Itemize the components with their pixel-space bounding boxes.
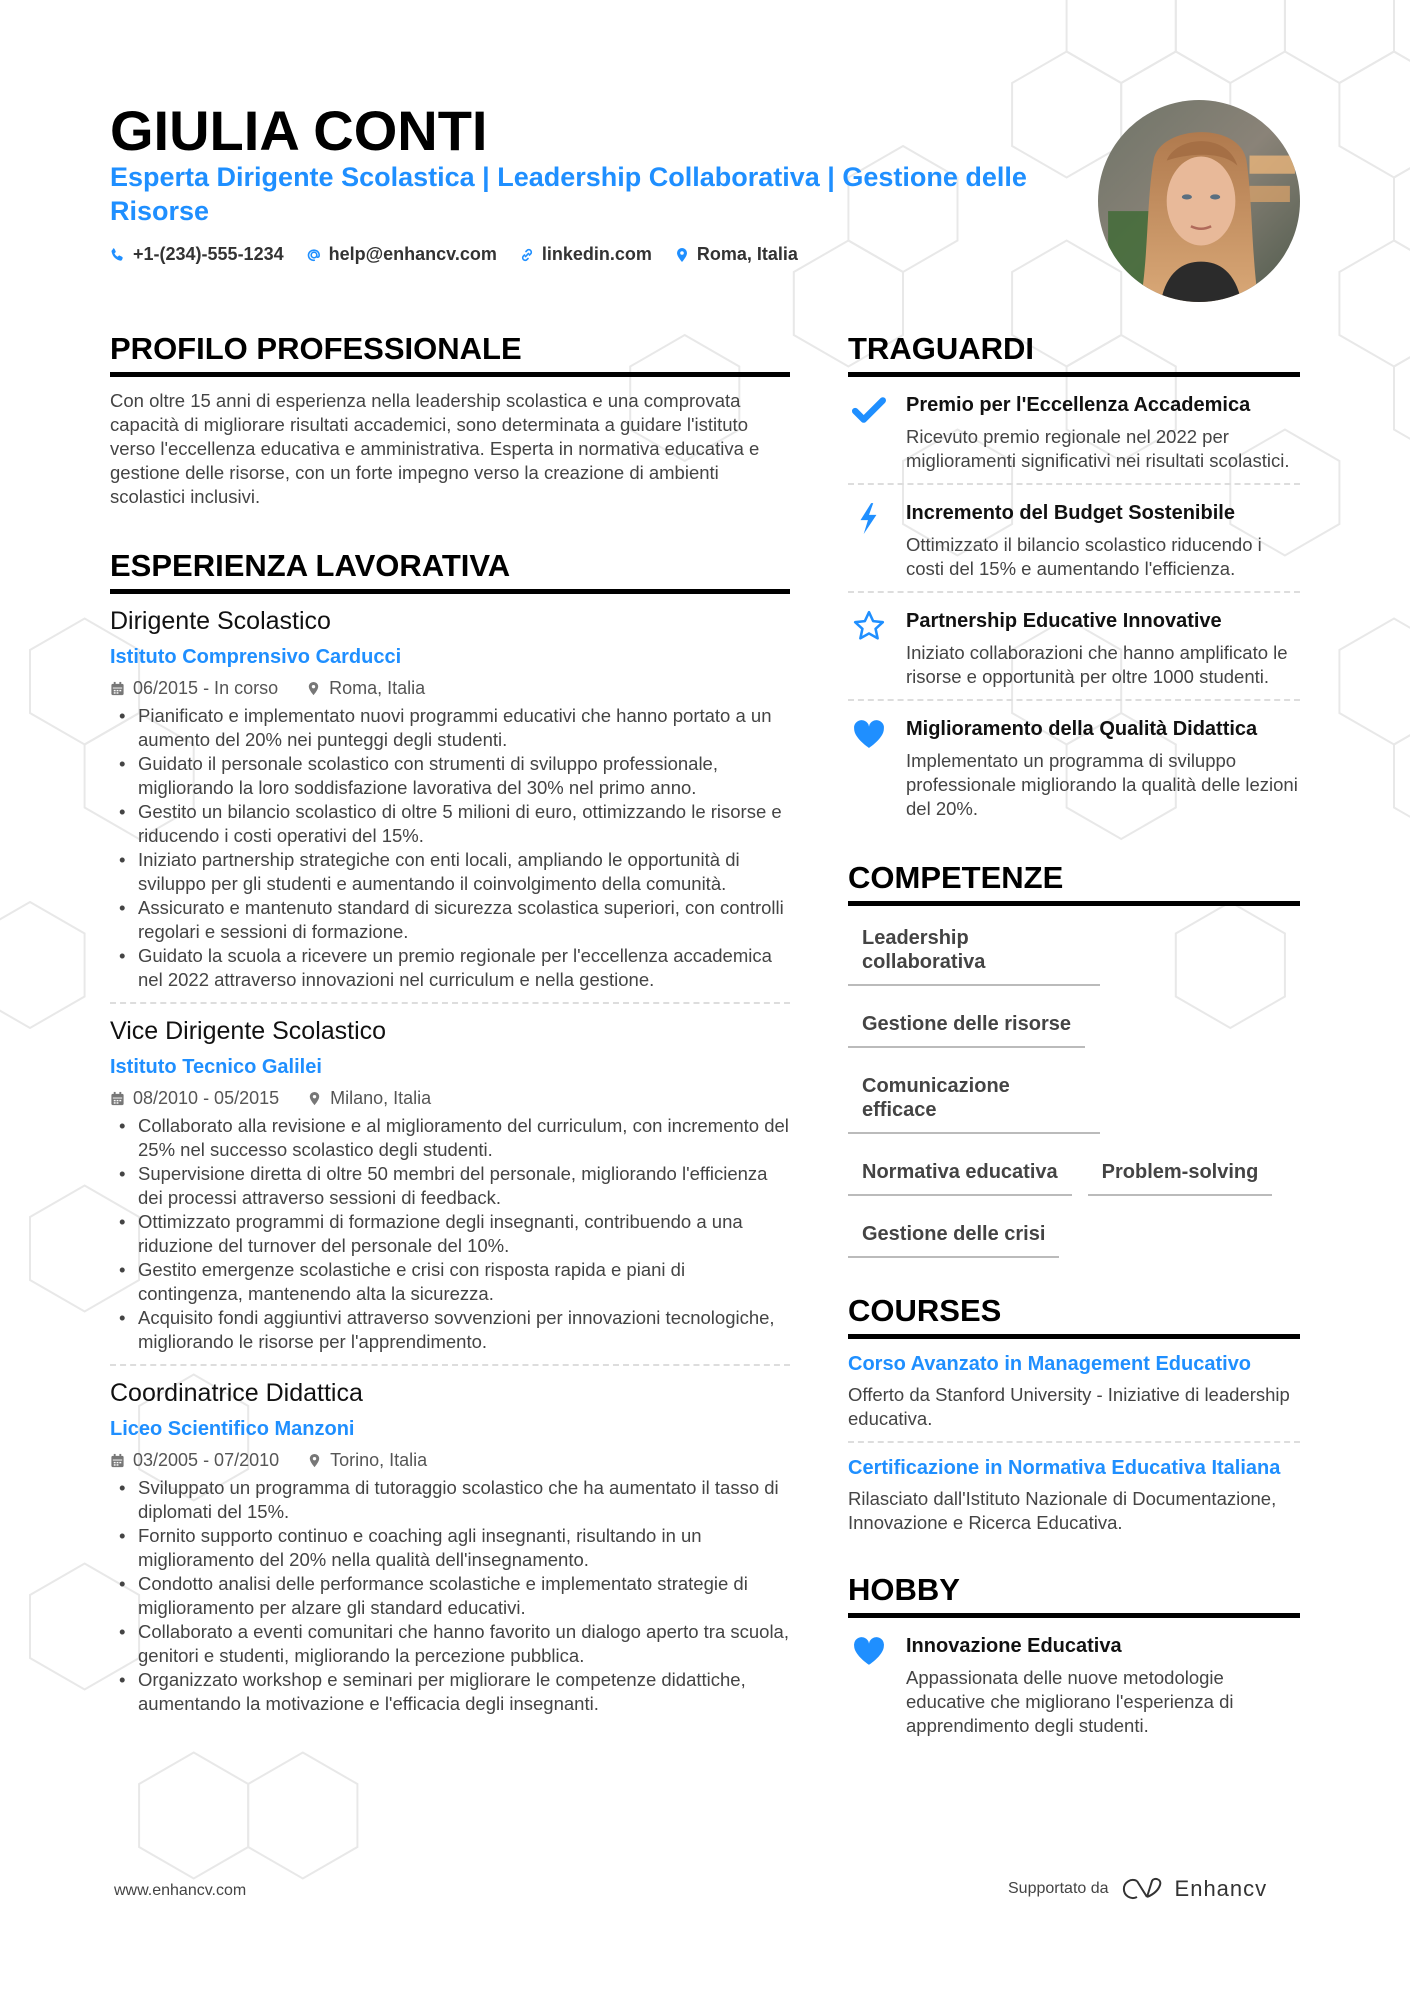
contact-bar <box>110 244 798 265</box>
achievements-heading: TRAGUARDI <box>848 330 1300 377</box>
hobby-item <box>848 1632 1300 1738</box>
location-icon <box>307 1091 322 1106</box>
skill-tag: Gestione delle risorse <box>848 1000 1085 1048</box>
job-dates <box>110 676 278 700</box>
calendar-icon <box>110 1091 125 1106</box>
job-company: Istituto Comprensivo Carducci <box>110 646 402 668</box>
contact-location-text: Roma, Italia <box>696 244 798 264</box>
job-bullet: • Iniziato partnership strategiche con enti locali, ampliando le opportunità di sviluppo per gli studenti e aumentando il coinvolgimento della comunità. <box>110 848 790 896</box>
course-desc: Rilasciato dall'Istituto Nazionale di Documentazione, Innovazione e Ricerca Educativa. <box>848 1488 1277 1533</box>
job-location <box>307 1448 427 1472</box>
calendar-icon <box>110 681 125 696</box>
job-bullet: • Organizzato workshop e seminari per migliorare le competenze didattiche, aumentando la motivazione e l'efficacia degli insegnanti. <box>110 1668 790 1716</box>
experience-section <box>110 547 790 1716</box>
achievement-desc: Iniziato collaborazioni che hanno amplificato le risorse e opportunità per oltre 1000 studenti. <box>906 642 1288 687</box>
link-icon <box>519 247 535 263</box>
job-bullet: • Supervisione diretta di oltre 50 membri del personale, migliorando l'efficienza dei processi attraverso sessioni di feedback. <box>110 1162 790 1210</box>
job-dates-text: 06/2015 - In corso <box>133 678 279 698</box>
course-title: Certificazione in Normativa Educativa Italiana <box>848 1457 1281 1479</box>
hobby-title: Innovazione Educativa <box>906 1635 1122 1657</box>
job-company: Istituto Tecnico Galilei <box>110 1056 322 1078</box>
left-column <box>110 330 790 1716</box>
job-bullet: • Collaborato a eventi comunitari che hanno favorito un dialogo aperto tra scuola, genitori e studenti, migliorando la percezione pubblica. <box>110 1620 790 1668</box>
contact-linkedin[interactable] <box>519 244 652 265</box>
job-title: Dirigente Scolastico <box>110 607 331 635</box>
job-bullet: • Assicurato e mantenuto standard di sicurezza scolastica superiori, con controlli regolari e sessioni di formazione. <box>110 896 790 944</box>
hexagon-shape <box>1339 52 1410 178</box>
achievement-item <box>848 499 1300 581</box>
profile-photo-image <box>1098 100 1300 302</box>
job-bullet: • Pianificato e implementato nuovi programmi educativi che hanno portato a un aumento del 20% nei punteggi degli studenti. <box>110 704 790 752</box>
job-entry <box>110 1014 790 1366</box>
hobby-heading: HOBBY <box>848 1571 1300 1618</box>
footer-branding <box>1008 1876 1267 1902</box>
job-company: Liceo Scientifico Manzoni <box>110 1418 355 1440</box>
profile-section <box>110 330 790 509</box>
footer-website[interactable]: www.enhancv.com <box>114 1882 247 1899</box>
achievement-desc: Implementato un programma di sviluppo professionale migliorando la qualità delle lezioni del 20%. <box>906 750 1298 819</box>
contact-email-text: help@enhancv.com <box>328 244 497 264</box>
star-icon <box>852 609 886 643</box>
location-icon <box>674 247 690 263</box>
candidate-subtitle: Esperta Dirigente Scolastica | Leadership Collaborativa | Gestione delle Risorse <box>110 162 1027 226</box>
courses-section <box>848 1292 1300 1535</box>
hexagon-shape <box>1394 713 1410 839</box>
contact-location <box>674 244 798 265</box>
divider <box>848 1441 1300 1443</box>
divider <box>110 1002 790 1004</box>
achievement-title: Partnership Educative Innovative <box>906 610 1222 632</box>
achievement-title: Miglioramento della Qualità Didattica <box>906 718 1258 740</box>
skills-list <box>848 914 1300 1272</box>
job-meta <box>110 1448 790 1472</box>
brand-name: Enhancv <box>1174 1876 1268 1901</box>
job-bullet: • Sviluppato un programma di tutoraggio scolastico che ha aumentato il tasso di diplomati del 15%. <box>110 1476 790 1524</box>
hexagon-shape <box>1394 335 1410 461</box>
achievement-title: Incremento del Budget Sostenibile <box>906 502 1235 524</box>
job-bullet: • Guidato la scuola a ricevere un premio regionale per l'eccellenza accademica nel 2022 attraverso innovazioni nel curriculum e nella gestione. <box>110 944 790 992</box>
hexagon-shape <box>1339 619 1410 745</box>
courses-heading: COURSES <box>848 1292 1300 1339</box>
hexagon-shape <box>1394 0 1410 83</box>
heart-icon <box>852 717 886 751</box>
divider <box>848 591 1300 593</box>
job-meta <box>110 676 790 700</box>
heart-icon <box>852 1634 886 1668</box>
job-entry <box>110 1376 790 1716</box>
achievement-item <box>848 607 1300 689</box>
achievement-item <box>848 715 1300 821</box>
location-icon <box>307 1453 322 1468</box>
job-bullet: • Ottimizzato programmi di formazione degli insegnanti, contribuendo a una riduzione del turnover del personale del 10%. <box>110 1210 790 1258</box>
location-icon <box>306 681 321 696</box>
hexagon-shape <box>139 1753 248 1879</box>
experience-heading: ESPERIENZA LAVORATIVA <box>110 547 790 594</box>
calendar-icon <box>110 1453 125 1468</box>
job-bullet: • Gestito emergenze scolastiche e crisi con risposta rapida e piani di contingenza, mantenendo alta la sicurezza. <box>110 1258 790 1306</box>
hexagon-shape <box>1067 0 1176 83</box>
job-bullet: • Fornito supporto continuo e coaching agli insegnanti, risultando in un miglioramento del 20% nella qualità dell'insegnamento. <box>110 1524 790 1572</box>
course-item <box>848 1351 1300 1431</box>
job-location-text: Milano, Italia <box>330 1088 432 1108</box>
course-title: Corso Avanzato in Management Educativo <box>848 1353 1252 1375</box>
contact-phone-text: +1-(234)-555-1234 <box>133 244 284 264</box>
course-desc: Offerto da Stanford University - Iniziative di leadership educativa. <box>848 1384 1290 1429</box>
hobby-section <box>848 1571 1300 1738</box>
hexagon-shape <box>1012 52 1121 178</box>
skill-tag: Normativa educativa <box>848 1148 1072 1196</box>
hexagon-shape <box>1176 0 1285 83</box>
enhancv-logo-icon <box>1119 1876 1165 1902</box>
job-bullet: • Guidato il personale scolastico con strumenti di sviluppo professionale, migliorando la loro soddisfazione lavorativa del 30% nel primo anno. <box>110 752 790 800</box>
job-bullet: • Gestito un bilancio scolastico di oltre 5 milioni di euro, ottimizzando le risorse e riducendo i costi operativi del 15%. <box>110 800 790 848</box>
hexagon-shape <box>1394 146 1410 272</box>
profile-photo <box>1098 100 1300 302</box>
achievement-title: Premio per l'Eccellenza Accademica <box>906 394 1251 416</box>
course-item <box>848 1455 1300 1535</box>
divider <box>848 699 1300 701</box>
job-bullet: • Acquisito fondi aggiuntivi attraverso sovvenzioni per innovazioni tecnologiche, migliorando le risorse per l'apprendimento. <box>110 1306 790 1354</box>
skill-tag: Problem-solving <box>1088 1148 1273 1196</box>
achievement-desc: Ottimizzato il bilancio scolastico riducendo i costi del 15% e aumentando l'efficienza. <box>906 534 1262 579</box>
phone-icon <box>110 247 126 263</box>
job-title: Vice Dirigente Scolastico <box>110 1017 387 1045</box>
hexagon-shape <box>0 902 85 1028</box>
job-bullets <box>110 1114 790 1354</box>
achievement-desc: Ricevuto premio regionale nel 2022 per miglioramenti significativi nei risultati scolastici. <box>906 426 1290 471</box>
achievement-item <box>848 391 1300 473</box>
job-bullets <box>110 1476 790 1716</box>
skill-tag: Leadership collaborativa <box>848 914 1100 986</box>
hexagon-shape <box>1339 241 1410 367</box>
contact-phone[interactable] <box>110 244 284 265</box>
contact-email[interactable] <box>306 244 497 265</box>
job-location <box>307 1086 431 1110</box>
powered-by-text: Supportato da <box>1008 1880 1109 1897</box>
job-meta <box>110 1086 790 1110</box>
candidate-name: GIULIA CONTI <box>110 99 488 162</box>
checkmark-icon <box>852 393 886 427</box>
job-bullet: • Collaborato alla revisione e al miglioramento del curriculum, con incremento del 25% nel successo scolastico degli studenti. <box>110 1114 790 1162</box>
divider <box>848 483 1300 485</box>
job-title: Coordinatrice Didattica <box>110 1379 363 1407</box>
profile-summary: Con oltre 15 anni di esperienza nella leadership scolastica e una comprovata capacità di migliorare risultati accademici, sono determinata a guidare l'istituto verso l'eccellenza educativa e amministrativa. Esperta in normativa educativa e gestione delle risorse, con un forte impegno verso la creazione di ambienti scolastici inclusivi. <box>110 390 760 507</box>
profile-heading: PROFILO PROFESSIONALE <box>110 330 790 377</box>
skill-tag: Gestione delle crisi <box>848 1210 1059 1258</box>
divider <box>110 1364 790 1366</box>
skills-heading: COMPETENZE <box>848 859 1300 906</box>
job-dates-text: 03/2005 - 07/2010 <box>133 1450 280 1470</box>
hexagon-shape <box>1285 0 1394 83</box>
at-icon <box>306 247 322 263</box>
achievements-section <box>848 330 1300 821</box>
job-dates <box>110 1086 279 1110</box>
job-dates <box>110 1448 279 1472</box>
skill-tag: Comunicazione efficace <box>848 1062 1100 1134</box>
hexagon-shape <box>248 1753 357 1879</box>
job-bullets <box>110 704 790 992</box>
job-bullet: • Condotto analisi delle performance scolastiche e implementato strategie di miglioramento per alzare gli standard educativi. <box>110 1572 790 1620</box>
job-location <box>306 676 425 700</box>
job-entry <box>110 604 790 1004</box>
lightning-icon <box>852 501 886 535</box>
contact-linkedin-text: linkedin.com <box>541 244 652 264</box>
job-location-text: Roma, Italia <box>329 678 426 698</box>
right-column <box>848 330 1300 1738</box>
job-location-text: Torino, Italia <box>330 1450 428 1470</box>
hobby-desc: Appassionata delle nuove metodologie educative che migliorano l'esperienza di apprendimento degli studenti. <box>906 1667 1234 1736</box>
job-dates-text: 08/2010 - 05/2015 <box>133 1088 280 1108</box>
skills-section <box>848 859 1300 1272</box>
